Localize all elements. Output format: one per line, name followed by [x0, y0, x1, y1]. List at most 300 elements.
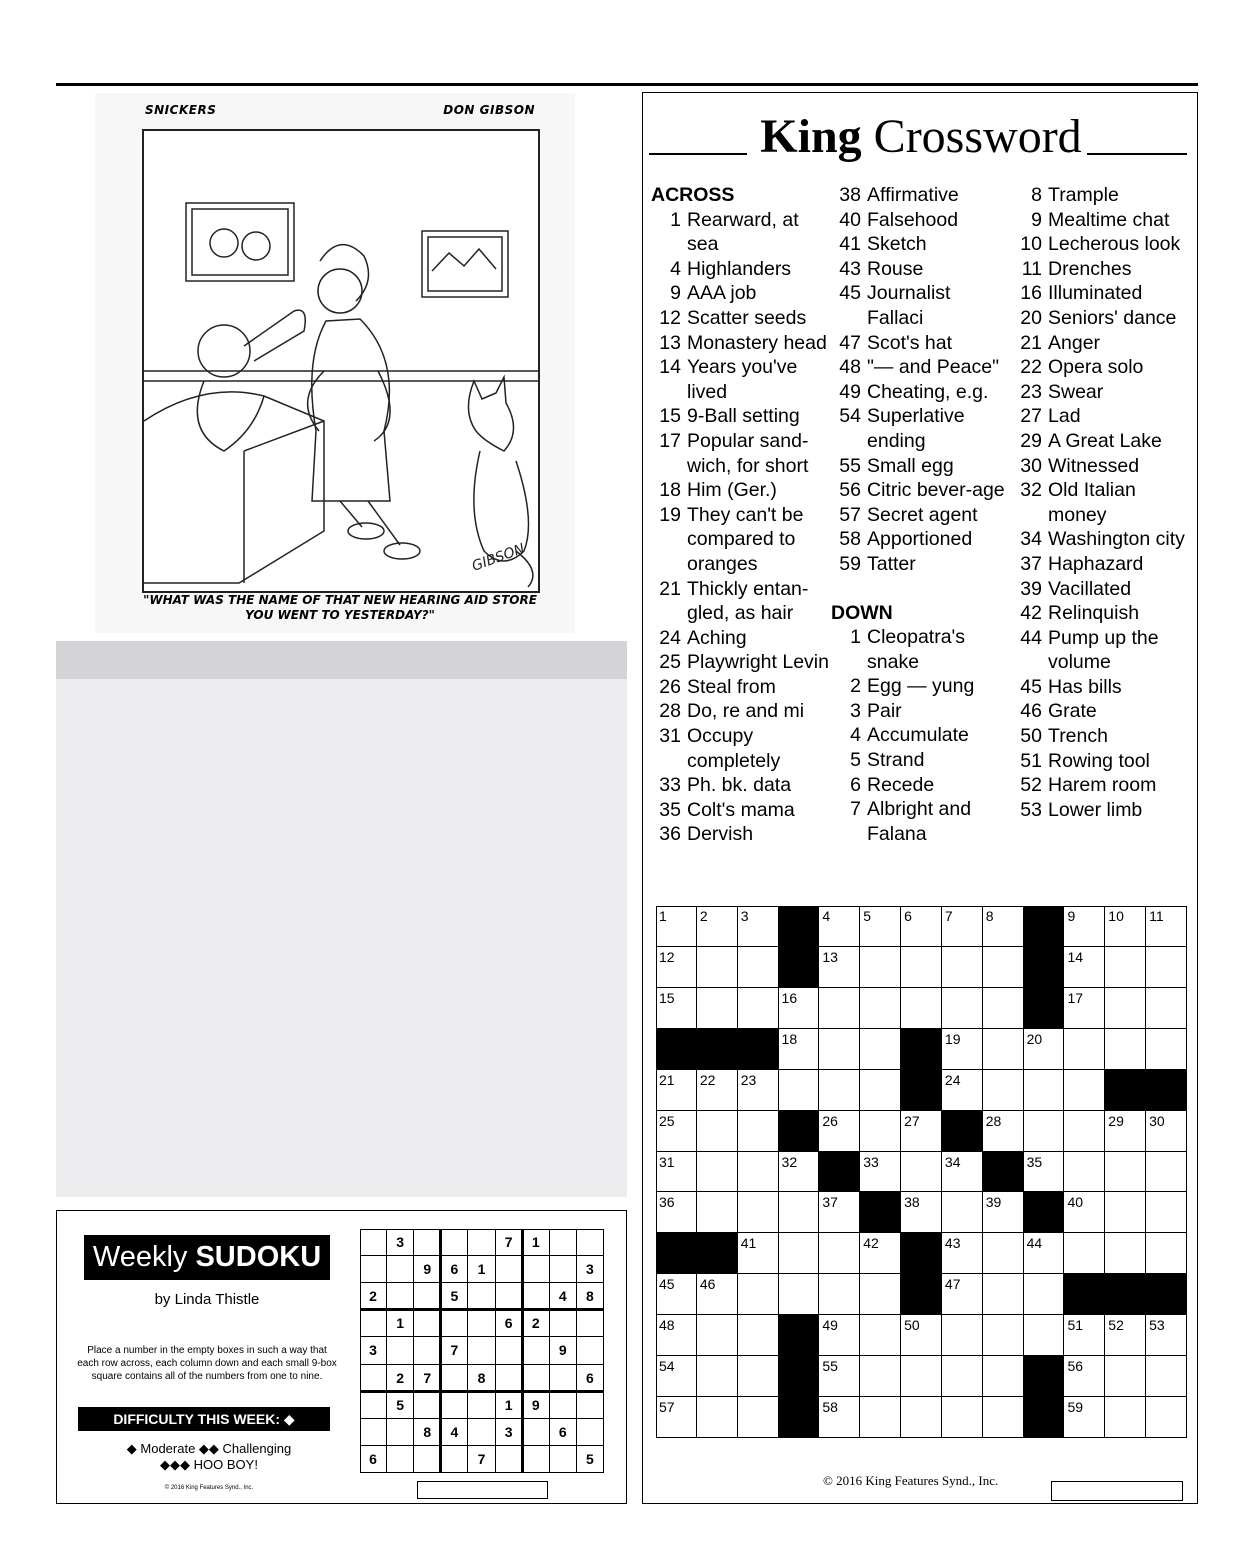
- crossword-cell[interactable]: [738, 1315, 779, 1356]
- clue-item: [831, 748, 1011, 773]
- sudoku-cell[interactable]: [360, 1392, 387, 1419]
- sudoku-cell[interactable]: 6: [577, 1365, 604, 1392]
- sudoku-cell[interactable]: [496, 1337, 523, 1364]
- crossword-cell[interactable]: [983, 1029, 1024, 1070]
- crossword-cell[interactable]: [1146, 1029, 1187, 1070]
- crossword-cell[interactable]: [738, 988, 779, 1029]
- clue-item: [1012, 355, 1198, 380]
- clue-number: 13: [659, 331, 681, 354]
- crossword-cell[interactable]: [738, 1152, 779, 1193]
- clue-item: [1012, 478, 1198, 527]
- crossword-black-square: [1024, 906, 1065, 947]
- crossword-cell[interactable]: [1064, 1070, 1105, 1111]
- crossword-cell[interactable]: [656, 1315, 697, 1356]
- sudoku-cell[interactable]: 8: [577, 1283, 604, 1310]
- sudoku-cell[interactable]: 6: [496, 1310, 523, 1337]
- crossword-cell[interactable]: [779, 1029, 820, 1070]
- sudoku-cell[interactable]: 5: [577, 1446, 604, 1473]
- clue-item: [1012, 601, 1198, 626]
- crossword-cell[interactable]: [901, 988, 942, 1029]
- sudoku-cell[interactable]: [496, 1256, 523, 1283]
- crossword-cell[interactable]: [819, 1192, 860, 1233]
- sudoku-cell[interactable]: [523, 1283, 550, 1310]
- sudoku-cell[interactable]: [577, 1310, 604, 1337]
- sudoku-cell[interactable]: [360, 1256, 387, 1283]
- crossword-cell[interactable]: [860, 1233, 901, 1274]
- sudoku-cell[interactable]: [441, 1392, 468, 1419]
- crossword-black-square: [1146, 1070, 1187, 1111]
- sudoku-cell[interactable]: [496, 1365, 523, 1392]
- crossword-cell[interactable]: [983, 1192, 1024, 1233]
- clue-text: Scot's hat: [867, 331, 953, 354]
- sudoku-cell[interactable]: [414, 1337, 441, 1364]
- crossword-cell[interactable]: [983, 906, 1024, 947]
- crossword-cell[interactable]: [656, 947, 697, 988]
- crossword-cell[interactable]: [983, 1070, 1024, 1111]
- clue-text: Years you've lived: [687, 356, 798, 403]
- crossword-cell[interactable]: [819, 1233, 860, 1274]
- clue-text: Do, re and mi: [687, 700, 805, 723]
- crossword-cell[interactable]: [1105, 1192, 1146, 1233]
- crossword-cell[interactable]: [942, 1233, 983, 1274]
- clue-text: A Great Lake: [1048, 429, 1162, 452]
- crossword-cell[interactable]: [697, 1152, 738, 1193]
- sudoku-cell[interactable]: [468, 1392, 495, 1419]
- crossword-title-text: [643, 107, 1199, 167]
- crossword-cell[interactable]: [860, 1152, 901, 1193]
- sudoku-cell[interactable]: [414, 1229, 441, 1256]
- crossword-cell[interactable]: [901, 1356, 942, 1397]
- crossword-cell[interactable]: [738, 1233, 779, 1274]
- clue-text: Lecherous look: [1048, 233, 1181, 256]
- crossword-cell[interactable]: [983, 1315, 1024, 1356]
- clue-text: Highlanders: [687, 257, 792, 280]
- clue-item: [651, 404, 831, 429]
- crossword-cell[interactable]: [1064, 1397, 1105, 1438]
- sudoku-cell[interactable]: [468, 1229, 495, 1256]
- sudoku-cell[interactable]: [523, 1446, 550, 1473]
- sudoku-cell[interactable]: [387, 1337, 414, 1364]
- sudoku-cell[interactable]: [577, 1392, 604, 1419]
- sudoku-cell[interactable]: [550, 1392, 577, 1419]
- crossword-cell[interactable]: [1146, 1397, 1187, 1438]
- crossword-cell[interactable]: [697, 1192, 738, 1233]
- crossword-cell[interactable]: [1146, 988, 1187, 1029]
- sudoku-cell[interactable]: 1: [523, 1229, 550, 1256]
- sudoku-cell[interactable]: [523, 1256, 550, 1283]
- sudoku-cell[interactable]: [441, 1365, 468, 1392]
- crossword-cell[interactable]: [1064, 1029, 1105, 1070]
- clue-number: 54: [839, 405, 861, 428]
- clue-item: [651, 281, 831, 306]
- clue-text: Apportioned: [867, 528, 973, 551]
- clue-text: Haphazard: [1048, 552, 1144, 575]
- sudoku-cell[interactable]: 4: [441, 1419, 468, 1446]
- sudoku-cell[interactable]: [550, 1310, 577, 1337]
- crossword-cell-number: 57: [659, 1399, 675, 1416]
- sudoku-cell[interactable]: [577, 1337, 604, 1364]
- crossword-cell[interactable]: [860, 1315, 901, 1356]
- crossword-cell[interactable]: [901, 1192, 942, 1233]
- crossword-cell[interactable]: [1064, 1152, 1105, 1193]
- crossword-cell[interactable]: [656, 1356, 697, 1397]
- sudoku-cell[interactable]: 6: [441, 1256, 468, 1283]
- crossword-cell[interactable]: [819, 1397, 860, 1438]
- sudoku-cell[interactable]: [441, 1446, 468, 1473]
- crossword-cell[interactable]: [1024, 1233, 1065, 1274]
- crossword-cell[interactable]: [738, 1397, 779, 1438]
- sudoku-cell[interactable]: 9: [523, 1392, 550, 1419]
- sudoku-cell[interactable]: [468, 1283, 495, 1310]
- crossword-cell-number: 25: [659, 1112, 675, 1129]
- crossword-cell-number: 29: [1108, 1112, 1124, 1129]
- sudoku-cell[interactable]: 8: [414, 1419, 441, 1446]
- crossword-cell[interactable]: [942, 947, 983, 988]
- crossword-cell[interactable]: [983, 988, 1024, 1029]
- crossword-cell[interactable]: [1146, 1233, 1187, 1274]
- crossword-cell[interactable]: [860, 1070, 901, 1111]
- clue-item: [1012, 749, 1198, 774]
- clue-item: [1012, 380, 1198, 405]
- cartoon-caption: "WHAT WAS THE NAME OF THAT NEW HEARING AID STORE YOU WENT TO YESTERDAY?": [143, 593, 537, 622]
- sudoku-cell[interactable]: 3: [387, 1229, 414, 1256]
- crossword-cell[interactable]: [901, 1111, 942, 1152]
- crossword-cell-number: 2: [699, 908, 708, 924]
- crossword-cell[interactable]: [1064, 906, 1105, 947]
- crossword-cell[interactable]: [1146, 1111, 1187, 1152]
- crossword-cell[interactable]: [779, 988, 820, 1029]
- sudoku-cell[interactable]: [550, 1446, 577, 1473]
- clue-number: 28: [659, 700, 681, 723]
- sudoku-cell[interactable]: 6: [550, 1419, 577, 1446]
- crossword-cell[interactable]: [1064, 1356, 1105, 1397]
- crossword-cell[interactable]: [1105, 947, 1146, 988]
- sudoku-cell[interactable]: 2: [523, 1310, 550, 1337]
- sudoku-cell[interactable]: [550, 1229, 577, 1256]
- sudoku-cell[interactable]: [523, 1419, 550, 1446]
- sudoku-cell[interactable]: 3: [577, 1256, 604, 1283]
- crossword-cell[interactable]: [860, 1356, 901, 1397]
- clue-text: Tatter: [867, 552, 916, 575]
- crossword-cell[interactable]: [819, 1029, 860, 1070]
- crossword-cell[interactable]: [1105, 1152, 1146, 1193]
- crossword-cell[interactable]: [1146, 1152, 1187, 1193]
- crossword-cell[interactable]: [738, 1274, 779, 1315]
- sudoku-cell[interactable]: [387, 1419, 414, 1446]
- crossword-cell[interactable]: [697, 1315, 738, 1356]
- crossword-cell[interactable]: [819, 947, 860, 988]
- crossword-cell-number: 56: [1067, 1358, 1084, 1375]
- clue-item: [651, 208, 831, 257]
- crossword-title-word: Crossword: [873, 110, 1082, 163]
- crossword-cell[interactable]: [1064, 947, 1105, 988]
- sudoku-cell[interactable]: [414, 1392, 441, 1419]
- crossword-cell[interactable]: [656, 1070, 697, 1111]
- crossword-cell[interactable]: [1064, 1111, 1105, 1152]
- sudoku-cell[interactable]: [441, 1310, 468, 1337]
- sudoku-cell[interactable]: 3: [496, 1419, 523, 1446]
- crossword-cell[interactable]: [983, 1356, 1024, 1397]
- crossword-cell[interactable]: [779, 1152, 820, 1193]
- crossword-cell[interactable]: [983, 1397, 1024, 1438]
- crossword-cell[interactable]: [942, 1356, 983, 1397]
- crossword-cell[interactable]: [983, 947, 1024, 988]
- crossword-cell[interactable]: [656, 1274, 697, 1315]
- clue-item: [1012, 331, 1198, 356]
- clue-text: 9-Ball setting: [687, 405, 800, 428]
- sudoku-cell[interactable]: [360, 1419, 387, 1446]
- sudoku-answer-box: [417, 1481, 548, 1499]
- crossword-cell[interactable]: [1024, 1315, 1065, 1356]
- sudoku-cell[interactable]: 7: [496, 1229, 523, 1256]
- crossword-cell[interactable]: [819, 988, 860, 1029]
- clue-number: 44: [1020, 626, 1042, 649]
- sudoku-cell[interactable]: [496, 1283, 523, 1310]
- crossword-cell[interactable]: [1024, 1152, 1065, 1193]
- crossword-cell[interactable]: [1105, 1315, 1146, 1356]
- crossword-cell[interactable]: [697, 1397, 738, 1438]
- crossword-cell[interactable]: [1064, 988, 1105, 1029]
- crossword-cell[interactable]: [1024, 1070, 1065, 1111]
- crossword-cell[interactable]: [901, 1315, 942, 1356]
- crossword-cell[interactable]: [942, 1192, 983, 1233]
- crossword-cell[interactable]: [1105, 1233, 1146, 1274]
- crossword-cell[interactable]: [1024, 1274, 1065, 1315]
- crossword-cell-number: 39: [985, 1194, 1002, 1211]
- sudoku-cell[interactable]: [360, 1229, 387, 1256]
- sudoku-cell[interactable]: [577, 1229, 604, 1256]
- clue-column-3: [1012, 183, 1198, 822]
- crossword-cell[interactable]: [1105, 1397, 1146, 1438]
- sudoku-cell[interactable]: 5: [387, 1392, 414, 1419]
- crossword-cell-number: 19: [944, 1030, 961, 1047]
- sudoku-cell[interactable]: [360, 1365, 387, 1392]
- clue-number: 21: [1020, 331, 1042, 354]
- crossword-cell-number: 35: [1026, 1153, 1043, 1170]
- sudoku-cell[interactable]: [414, 1283, 441, 1310]
- crossword-cell[interactable]: [942, 1029, 983, 1070]
- sudoku-cell[interactable]: [523, 1337, 550, 1364]
- clue-text: Falsehood: [867, 208, 959, 231]
- crossword-cell-number: 11: [1149, 908, 1164, 924]
- sudoku-cell[interactable]: [414, 1446, 441, 1473]
- crossword-cell[interactable]: [819, 1356, 860, 1397]
- crossword-cell[interactable]: [860, 988, 901, 1029]
- crossword-grid: [656, 906, 1187, 1438]
- crossword-cell[interactable]: [1064, 1315, 1105, 1356]
- clue-number: 20: [1020, 306, 1042, 329]
- crossword-cell[interactable]: [901, 947, 942, 988]
- crossword-cell[interactable]: [697, 1111, 738, 1152]
- clue-item: [831, 404, 1011, 453]
- crossword-cell-number: 16: [781, 989, 798, 1006]
- sudoku-cell[interactable]: 2: [387, 1365, 414, 1392]
- crossword-cell[interactable]: [942, 1152, 983, 1193]
- crossword-cell-number: 48: [659, 1317, 675, 1334]
- crossword-cell[interactable]: [1105, 906, 1146, 947]
- clue-text: Accumulate: [867, 724, 969, 747]
- crossword-cell[interactable]: [779, 1070, 820, 1111]
- sudoku-cell[interactable]: [360, 1310, 387, 1337]
- sudoku-cell[interactable]: [468, 1337, 495, 1364]
- crossword-cell-number: 15: [659, 989, 675, 1006]
- crossword-cell-number: 54: [659, 1358, 675, 1375]
- crossword-cell[interactable]: [697, 988, 738, 1029]
- crossword-cell[interactable]: [819, 1070, 860, 1111]
- clue-number: 17: [659, 429, 681, 452]
- clue-number: 55: [839, 454, 861, 477]
- sudoku-cell[interactable]: [550, 1256, 577, 1283]
- crossword-cell[interactable]: [860, 1029, 901, 1070]
- sudoku-cell[interactable]: [577, 1419, 604, 1446]
- clue-number: 43: [839, 257, 861, 280]
- crossword-cell[interactable]: [942, 988, 983, 1029]
- clue-number: 51: [1020, 749, 1042, 772]
- crossword-cell[interactable]: [901, 1152, 942, 1193]
- clue-number: 6: [850, 773, 861, 796]
- crossword-cell[interactable]: [697, 906, 738, 947]
- crossword-cell[interactable]: [738, 1356, 779, 1397]
- crossword-cell[interactable]: [942, 1070, 983, 1111]
- crossword-black-square: [1105, 1274, 1146, 1315]
- crossword-cell[interactable]: [738, 947, 779, 988]
- sudoku-cell[interactable]: 9: [550, 1337, 577, 1364]
- crossword-cell[interactable]: [697, 947, 738, 988]
- crossword-cell-number: 52: [1108, 1317, 1124, 1334]
- crossword-title: [643, 107, 1199, 167]
- crossword-cell[interactable]: [983, 1111, 1024, 1152]
- crossword-cell[interactable]: [1105, 1356, 1146, 1397]
- sudoku-cell[interactable]: 5: [441, 1283, 468, 1310]
- crossword-cell[interactable]: [656, 906, 697, 947]
- crossword-cell[interactable]: [697, 1274, 738, 1315]
- crossword-cell[interactable]: [1024, 1029, 1065, 1070]
- clue-number: 37: [1020, 552, 1042, 575]
- sudoku-cell[interactable]: [523, 1365, 550, 1392]
- sudoku-cell[interactable]: [468, 1310, 495, 1337]
- sudoku-cell[interactable]: 8: [468, 1365, 495, 1392]
- crossword-cell[interactable]: [656, 988, 697, 1029]
- clue-text: Seniors' dance: [1048, 306, 1177, 329]
- clue-item: [831, 355, 1011, 380]
- sudoku-cell[interactable]: [414, 1310, 441, 1337]
- sudoku-cell[interactable]: [468, 1419, 495, 1446]
- crossword-cell[interactable]: [942, 1274, 983, 1315]
- crossword-cell[interactable]: [819, 1315, 860, 1356]
- sudoku-cell[interactable]: 1: [496, 1392, 523, 1419]
- sudoku-cell[interactable]: 7: [468, 1446, 495, 1473]
- clue-number: 7: [850, 798, 861, 821]
- sudoku-cell[interactable]: [496, 1446, 523, 1473]
- crossword-cell[interactable]: [1105, 1029, 1146, 1070]
- clue-number: 5: [850, 749, 861, 772]
- clue-number: 45: [1020, 675, 1042, 698]
- crossword-cell[interactable]: [656, 1397, 697, 1438]
- crossword-cell[interactable]: [656, 1192, 697, 1233]
- crossword-cell-number: 31: [659, 1153, 675, 1170]
- sudoku-box-divider: [521, 1229, 524, 1473]
- crossword-cell[interactable]: [779, 1233, 820, 1274]
- crossword-cell[interactable]: [656, 1111, 697, 1152]
- sudoku-cell[interactable]: [387, 1283, 414, 1310]
- crossword-cell[interactable]: [860, 1274, 901, 1315]
- crossword-cell[interactable]: [1146, 906, 1187, 947]
- sudoku-cell[interactable]: 6: [360, 1446, 387, 1473]
- crossword-cell[interactable]: [1146, 1315, 1187, 1356]
- crossword-cell[interactable]: [901, 1397, 942, 1438]
- sudoku-cell[interactable]: 1: [387, 1310, 414, 1337]
- spacer: [831, 577, 1011, 601]
- sudoku-cell[interactable]: 1: [468, 1256, 495, 1283]
- crossword-cell-number: 30: [1149, 1112, 1165, 1129]
- sudoku-cell[interactable]: 9: [414, 1256, 441, 1283]
- clue-text: Albright and Falana: [867, 798, 972, 845]
- crossword-cell[interactable]: [1105, 1111, 1146, 1152]
- clue-number: 9: [670, 282, 681, 305]
- crossword-cell[interactable]: [942, 906, 983, 947]
- crossword-cell[interactable]: [738, 1192, 779, 1233]
- crossword-cell[interactable]: [697, 1070, 738, 1111]
- crossword-cell[interactable]: [656, 1152, 697, 1193]
- crossword-cell[interactable]: [1064, 1192, 1105, 1233]
- crossword-cell[interactable]: [738, 1070, 779, 1111]
- sudoku-cell[interactable]: [550, 1365, 577, 1392]
- crossword-cell[interactable]: [819, 1274, 860, 1315]
- crossword-cell-number: 18: [781, 1030, 798, 1047]
- sudoku-cell[interactable]: 7: [441, 1337, 468, 1364]
- clue-item: [1012, 724, 1198, 749]
- crossword-cell[interactable]: [1105, 988, 1146, 1029]
- sudoku-cell[interactable]: [387, 1446, 414, 1473]
- crossword-cell[interactable]: [1146, 1356, 1187, 1397]
- clue-number: 23: [1020, 380, 1042, 403]
- crossword-black-square: [779, 947, 820, 988]
- sudoku-cell[interactable]: 7: [414, 1365, 441, 1392]
- crossword-cell[interactable]: [779, 1274, 820, 1315]
- sudoku-cell[interactable]: [387, 1256, 414, 1283]
- crossword-cell[interactable]: [860, 906, 901, 947]
- crossword-cell[interactable]: [983, 1233, 1024, 1274]
- crossword-cell[interactable]: [1064, 1233, 1105, 1274]
- crossword-cell[interactable]: [779, 1192, 820, 1233]
- clue-number: 9: [1031, 208, 1042, 231]
- crossword-cell[interactable]: [738, 906, 779, 947]
- clue-number: 41: [839, 233, 861, 256]
- crossword-cell[interactable]: [860, 1397, 901, 1438]
- crossword-cell[interactable]: [819, 1111, 860, 1152]
- sudoku-cell[interactable]: 4: [550, 1283, 577, 1310]
- crossword-cell-number: 17: [1067, 989, 1084, 1006]
- crossword-cell-number: 28: [985, 1112, 1002, 1129]
- crossword-cell[interactable]: [1146, 1192, 1187, 1233]
- crossword-cell[interactable]: [1146, 947, 1187, 988]
- crossword-cell[interactable]: [901, 906, 942, 947]
- crossword-cell[interactable]: [697, 1356, 738, 1397]
- crossword-cell[interactable]: [738, 1111, 779, 1152]
- sudoku-cell[interactable]: 2: [360, 1283, 387, 1310]
- crossword-cell[interactable]: [860, 947, 901, 988]
- clue-item: [831, 503, 1011, 528]
- crossword-cell[interactable]: [1024, 1111, 1065, 1152]
- crossword-black-square: [1024, 1397, 1065, 1438]
- crossword-cell[interactable]: [942, 1397, 983, 1438]
- crossword-cell[interactable]: [860, 1111, 901, 1152]
- crossword-cell[interactable]: [819, 906, 860, 947]
- crossword-cell[interactable]: [983, 1274, 1024, 1315]
- sudoku-cell[interactable]: [441, 1229, 468, 1256]
- sudoku-cell[interactable]: 3: [360, 1337, 387, 1364]
- crossword-cell[interactable]: [942, 1315, 983, 1356]
